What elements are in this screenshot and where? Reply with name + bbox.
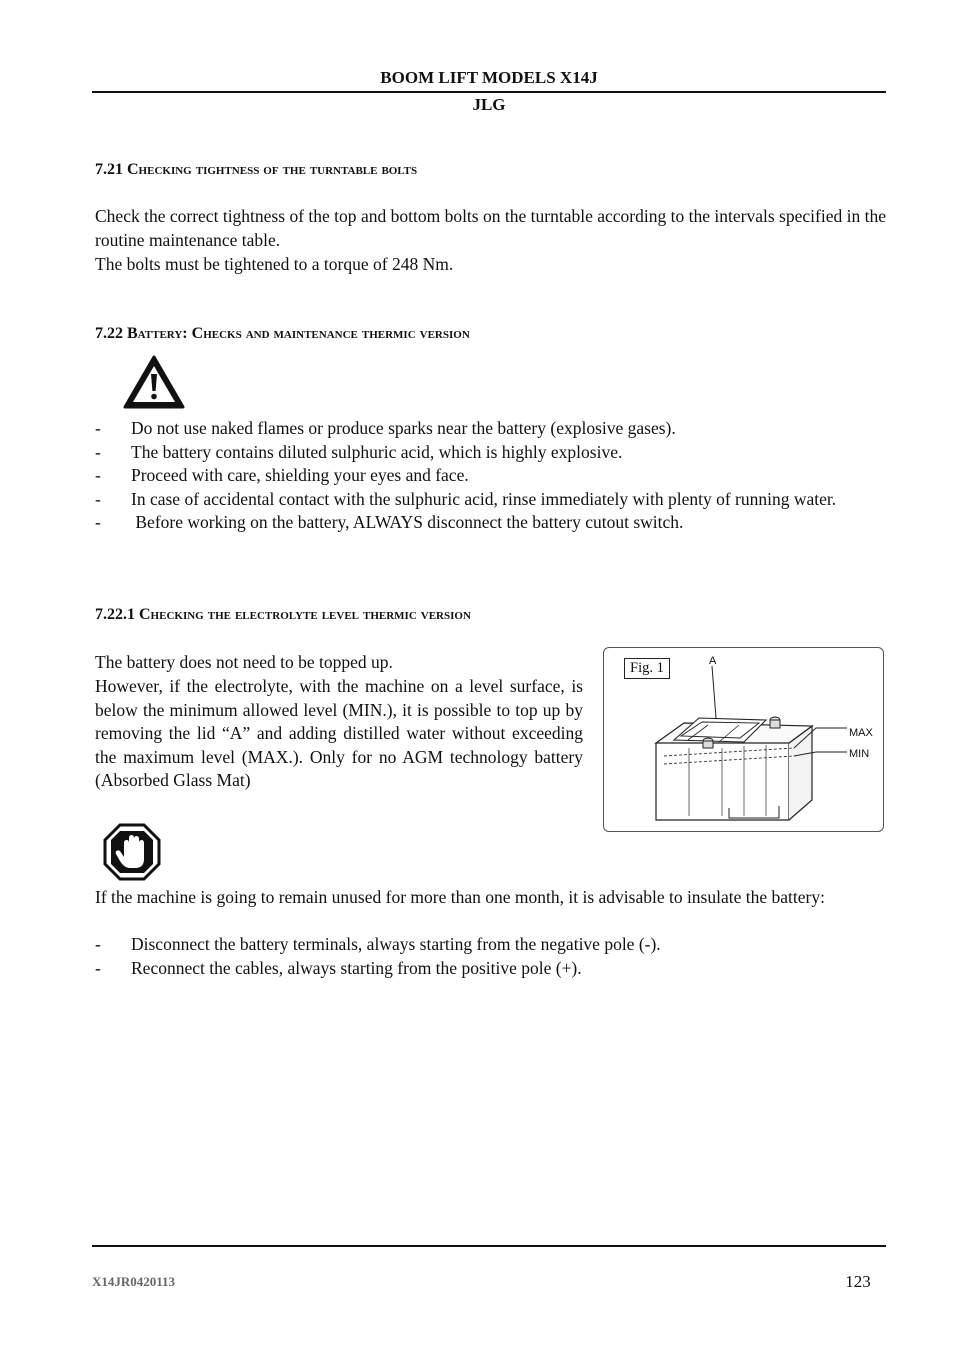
figure-label-max: MAX (849, 727, 873, 739)
battery-figure (603, 647, 884, 832)
list-item: - In case of accidental contact with the sulphuric acid, rinse immediately with plenty of running water. (95, 488, 837, 509)
paragraph-no-topup: The battery does not need to be topped up. (95, 652, 393, 672)
header-rule (92, 91, 886, 93)
page-number: 123 (845, 1272, 871, 1291)
section-heading-7-22-1: 7.22.1 Checking the electrolyte level thermic version (95, 606, 471, 623)
battery-storage-list (95, 933, 886, 980)
battery-illustration (604, 648, 885, 833)
list-item: - Proceed with care, shielding your eyes and face. (95, 465, 469, 485)
footer-rule (92, 1245, 886, 1247)
section-heading-7-22: 7.22 Battery: Checks and maintenance thermic version (95, 325, 470, 342)
list-item: - Do not use naked flames or produce sparks near the battery (explosive gases). (95, 418, 676, 438)
stop-hand-icon (103, 823, 161, 881)
paragraph-electrolyte: However, if the electrolyte, with the machine on a level surface, is below the minimum allowed level (MIN.), it is possible to top up by removing the lid “A” and adding distilled water without exceeding the maximum level (MAX.). Only for no AGM technology battery (Absorbed Glass Mat) (95, 676, 583, 790)
page-header-title: BOOM LIFT MODELS X14J (380, 68, 598, 87)
paragraph-insulate: If the machine is going to remain unused for more than one month, it is advisable to insulate the battery: (95, 887, 825, 907)
warning-triangle-icon (122, 354, 186, 410)
paragraph-torque: The bolts must be tightened to a torque of 248 Nm. (95, 254, 454, 274)
figure-label-a: A (709, 655, 717, 667)
list-item: - The battery contains diluted sulphuric acid, which is highly explosive. (95, 441, 623, 462)
paragraph-turntable-bolts: Check the correct tightness of the top and bottom bolts on the turntable according to the intervals specified in the routine maintenance table. (95, 206, 886, 250)
list-item: - Before working on the battery, ALWAYS disconnect the battery cutout switch. (95, 512, 684, 532)
section-heading-7-21: 7.21 Checking tightness of the turntable bolts (95, 161, 418, 178)
figure-caption: Fig. 1 (624, 658, 670, 679)
battery-safety-list (95, 417, 886, 535)
list-item: - Reconnect the cables, always starting from the positive pole (+). (95, 957, 582, 978)
list-item: - Disconnect the battery terminals, always starting from the negative pole (-). (95, 934, 661, 954)
page-header-subtitle: JLG (472, 95, 506, 114)
figure-label-min: MIN (849, 748, 870, 760)
document-code: X14JR0420113 (92, 1274, 176, 1289)
